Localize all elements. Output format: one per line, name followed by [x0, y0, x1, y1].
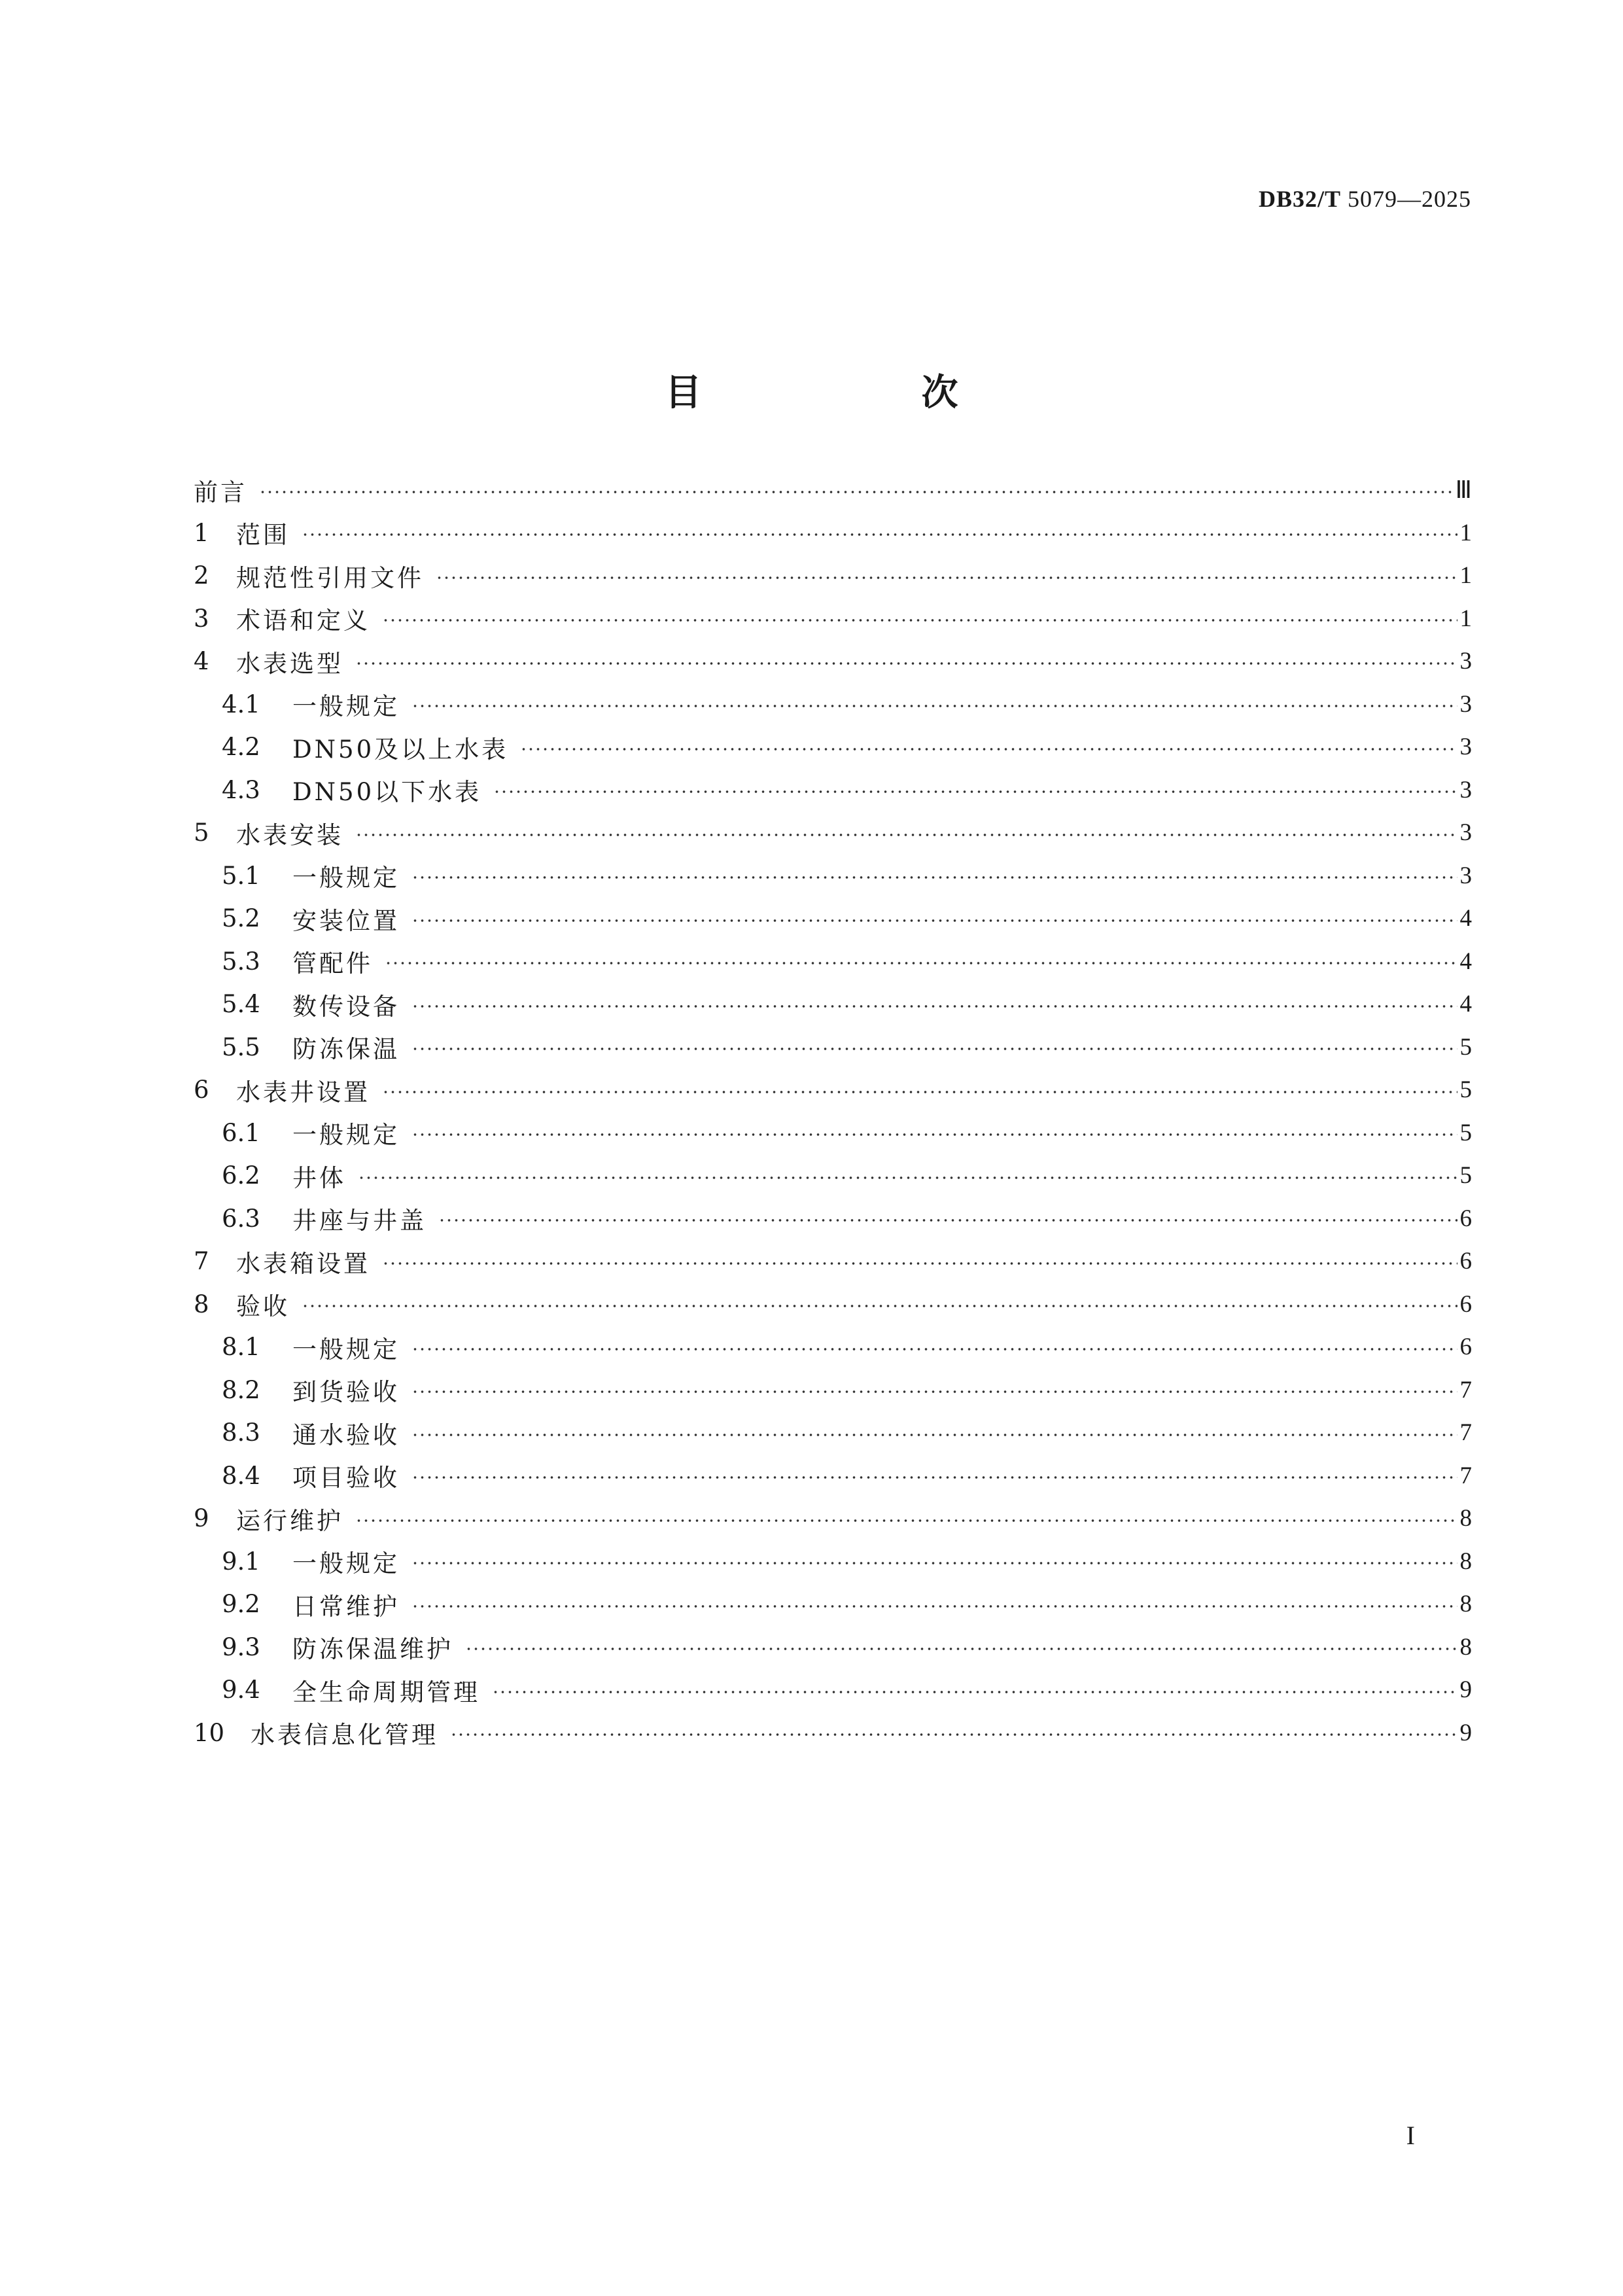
toc-entry[interactable] [194, 1583, 1472, 1626]
dot-leader [385, 961, 1457, 965]
toc-entry-label: 防冻保温 [292, 1035, 400, 1064]
dot-leader [493, 790, 1457, 794]
dot-leader [411, 1433, 1457, 1437]
toc-entry-label: 范围 [236, 521, 290, 550]
toc-entry[interactable] [194, 1411, 1472, 1455]
toc-entry-page: 5 [1459, 1162, 1472, 1190]
toc-entry-number: 6.2 [222, 1161, 260, 1190]
toc-entry-label: 一般规定 [292, 1121, 400, 1150]
toc-entry-number: 9.2 [222, 1590, 260, 1619]
toc-entry-label: 前言 [194, 478, 247, 506]
toc-entry-label: 术语和定义 [236, 607, 370, 635]
toc-entry-page: 4 [1459, 947, 1472, 975]
toc-entry-label: 水表选型 [236, 649, 343, 678]
toc-entry-label: 水表安装 [236, 821, 343, 849]
toc-entry-number: 8.4 [222, 1461, 260, 1490]
toc-entry-page: 1 [1459, 519, 1472, 546]
toc-entry-label: 日常维护 [292, 1592, 400, 1621]
page-title: 目 次 [665, 371, 1050, 414]
toc-entry-label: 一般规定 [292, 864, 400, 892]
toc-entry[interactable] [194, 897, 1472, 940]
toc-entry[interactable] [194, 468, 1472, 512]
dot-leader [358, 1176, 1457, 1180]
dot-leader [411, 1133, 1457, 1137]
dot-leader [382, 1262, 1457, 1265]
toc-entry-page: 3 [1459, 648, 1472, 675]
toc-entry-number: 8.2 [222, 1375, 260, 1404]
dot-leader [411, 704, 1457, 708]
toc-entry-number: 9.3 [222, 1633, 260, 1661]
toc-entry-page: 8 [1459, 1591, 1472, 1618]
toc-entry-number: 8.1 [222, 1333, 260, 1362]
toc-entry[interactable] [194, 1326, 1472, 1369]
toc-entry-label: 管配件 [292, 949, 373, 978]
toc-entry[interactable] [194, 811, 1472, 855]
toc-entry-number: 9.4 [222, 1676, 260, 1704]
dot-leader [355, 833, 1457, 837]
toc-entry-label: 安装位置 [292, 906, 400, 935]
toc-entry-label: 项目验收 [292, 1464, 400, 1492]
toc-entry-label: 防冻保温维护 [292, 1635, 453, 1664]
standard-prefix: DB32/T [1258, 186, 1341, 212]
toc-entry[interactable] [194, 683, 1472, 726]
toc-entry-page: 8 [1459, 1547, 1472, 1575]
toc-entry-number: 6.1 [222, 1118, 260, 1147]
dot-leader [411, 1004, 1457, 1008]
toc-entry[interactable] [194, 640, 1472, 683]
toc-entry[interactable] [194, 1455, 1472, 1498]
toc-entry[interactable] [194, 512, 1472, 555]
dot-leader [411, 1561, 1457, 1565]
toc-entry-label: 规范性引用文件 [236, 563, 424, 592]
toc-entry-label: DN50以下水表 [292, 778, 482, 807]
toc-entry-label: 井座与井盖 [292, 1207, 427, 1235]
dot-leader [382, 1090, 1457, 1094]
toc-entry-number: 5 [194, 819, 209, 847]
toc-entry[interactable] [194, 554, 1472, 597]
toc-entry-page: 4 [1459, 905, 1472, 932]
toc-entry-number: 4.3 [222, 775, 260, 804]
dot-leader [465, 1647, 1457, 1651]
toc-entry-label: 运行维护 [236, 1506, 343, 1535]
dot-leader [355, 1519, 1457, 1523]
toc-entry[interactable] [194, 1240, 1472, 1283]
toc-entry-number: 7 [194, 1247, 209, 1276]
toc-entry-number: 8.3 [222, 1419, 260, 1447]
toc-entry-label: 水表井设置 [236, 1078, 370, 1106]
toc-entry-number: 4.1 [222, 690, 260, 718]
toc-entry-label: 水表信息化管理 [251, 1721, 438, 1750]
toc-entry-number: 6.3 [222, 1204, 260, 1233]
toc-entry-number: 9 [194, 1504, 209, 1533]
toc-entry[interactable] [194, 1669, 1472, 1712]
dot-leader [436, 576, 1457, 580]
toc-entry[interactable] [194, 1026, 1472, 1069]
toc-entry-page: 1 [1459, 562, 1472, 590]
dot-leader [450, 1733, 1457, 1737]
toc-entry-label: 一般规定 [292, 1549, 400, 1578]
toc-entry-page: 3 [1459, 776, 1472, 804]
toc-entry[interactable] [194, 1283, 1472, 1326]
toc-entry[interactable] [194, 1626, 1472, 1669]
dot-leader [355, 662, 1457, 665]
toc-entry-number: 5.5 [222, 1033, 260, 1061]
toc-entry[interactable] [194, 1497, 1472, 1540]
dot-leader [411, 1047, 1457, 1051]
toc-entry-number: 4.2 [222, 733, 260, 762]
dot-leader [411, 1347, 1457, 1351]
toc-entry-number: 5.2 [222, 904, 260, 933]
toc-entry-label: 井体 [292, 1163, 346, 1192]
toc-entry[interactable] [194, 1540, 1472, 1583]
toc-entry-page: 7 [1459, 1376, 1472, 1404]
toc-entry[interactable] [194, 1197, 1472, 1241]
toc-entry-number: 9.1 [222, 1547, 260, 1576]
toc-entry-number: 3 [194, 604, 209, 633]
toc-entry-label: 到货验收 [292, 1378, 400, 1407]
dot-leader [411, 1475, 1457, 1479]
toc-entry-label: 全生命周期管理 [292, 1678, 480, 1706]
toc-entry-page: 1 [1459, 605, 1472, 632]
page-folio: I [1406, 2121, 1415, 2150]
toc-entry-label: 数传设备 [292, 992, 400, 1021]
toc-entry-number: 5.1 [222, 861, 260, 890]
dot-leader [438, 1218, 1457, 1222]
toc-entry-label: 通水验收 [292, 1421, 400, 1449]
toc-entry-number: 8 [194, 1290, 209, 1318]
toc-entry[interactable] [194, 769, 1472, 812]
dot-leader [520, 747, 1457, 751]
dot-leader [302, 1304, 1457, 1308]
toc-entry-label: 水表箱设置 [236, 1249, 370, 1278]
toc-entry-number: 1 [194, 518, 209, 547]
toc-entry-page: 8 [1459, 1505, 1472, 1532]
toc-entry-number: 6 [194, 1076, 209, 1104]
toc-entry-page: 4 [1459, 991, 1472, 1018]
dot-leader [492, 1690, 1457, 1694]
standard-number [1259, 185, 1471, 213]
toc-entry-page: 6 [1459, 1333, 1472, 1361]
toc-entry[interactable] [194, 855, 1472, 898]
toc-entry-page: 7 [1459, 1462, 1472, 1489]
dot-leader [411, 1390, 1457, 1394]
toc-entry-label: 一般规定 [292, 692, 400, 721]
toc-entry-page: 3 [1459, 862, 1472, 889]
toc-entry-page: 3 [1459, 733, 1472, 761]
toc-entry-number: 2 [194, 561, 209, 590]
toc-entry-page: 6 [1459, 1205, 1472, 1232]
toc-entry-page: 3 [1459, 819, 1472, 847]
toc-entry-page: 3 [1459, 690, 1472, 718]
dot-leader [259, 490, 1452, 494]
toc-entry[interactable] [194, 1154, 1472, 1197]
toc-entry-label: DN50及以上水表 [292, 735, 509, 764]
toc-entry-page: 9 [1459, 1719, 1472, 1746]
dot-leader [302, 533, 1457, 537]
table-of-contents [194, 468, 1472, 1754]
dot-leader [411, 919, 1457, 923]
toc-entry-page: 7 [1459, 1419, 1472, 1447]
dot-leader [382, 618, 1457, 622]
toc-entry[interactable] [194, 1069, 1472, 1112]
toc-entry-number: 10 [194, 1718, 225, 1747]
dot-leader [411, 1604, 1457, 1608]
toc-entry[interactable] [194, 726, 1472, 769]
toc-entry-page: 5 [1459, 1119, 1472, 1146]
standard-code: 5079—2025 [1348, 186, 1471, 212]
toc-entry-page: 9 [1459, 1676, 1472, 1704]
dot-leader [411, 875, 1457, 879]
toc-entry[interactable] [194, 1369, 1472, 1412]
toc-entry[interactable] [194, 983, 1472, 1026]
toc-entry-label: 一般规定 [292, 1335, 400, 1364]
toc-entry-number: 5.4 [222, 990, 260, 1019]
toc-entry[interactable] [194, 940, 1472, 983]
toc-entry-number: 5.3 [222, 947, 260, 976]
toc-entry-label: 验收 [236, 1292, 290, 1321]
toc-entry-page: 5 [1459, 1076, 1472, 1104]
toc-entry-page: 6 [1459, 1248, 1472, 1275]
toc-entry[interactable] [194, 1112, 1472, 1155]
toc-entry-page: 6 [1459, 1290, 1472, 1318]
toc-entry-page: 8 [1459, 1633, 1472, 1661]
toc-entry-page: 5 [1459, 1033, 1472, 1061]
toc-entry[interactable] [194, 597, 1472, 641]
toc-entry-number: 4 [194, 647, 209, 676]
toc-entry-page: Ⅲ [1455, 476, 1472, 504]
toc-entry[interactable] [194, 1712, 1472, 1755]
